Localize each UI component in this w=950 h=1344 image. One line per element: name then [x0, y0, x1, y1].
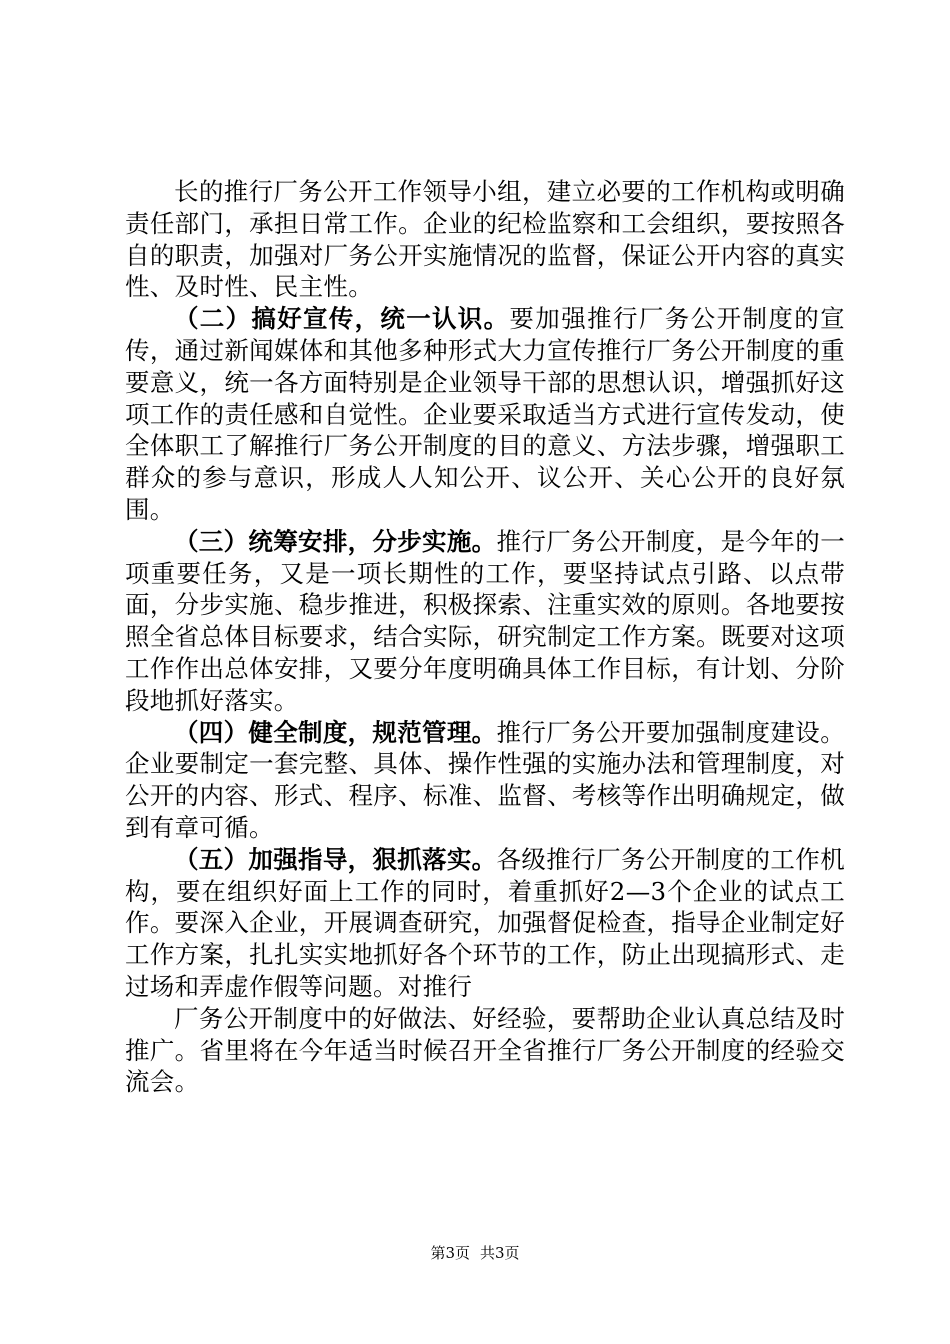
- paragraph-text: 推行厂务公开要加强制度建设。企业要制定一套完整、具体、操作性强的实施办法和管理制度，对公开的内容、形式、程序、标准、监督、考核等作出明确规定，做到有章可循。: [125, 717, 845, 842]
- paragraph-5: [125, 844, 845, 1003]
- page-number-current: 第3页: [430, 1244, 470, 1262]
- paragraph-text: 要加强推行厂务公开制度的宣传，通过新闻媒体和其他多种形式大力宣传推行厂务公开制度的重要意义，统一各方面特别是企业领导干部的思想认识，增强抓好这项工作的责任感和自觉性。企业要采取适当方式进行宣传发动，使全体职工了解推行厂务公开制度的目的意义、方法步骤，增强职工群众的参与意识，形成人人知公开、议公开、关心公开的良好氛围。: [125, 304, 845, 524]
- paragraph-heading: （三）统筹安排，分步实施。: [174, 526, 497, 556]
- paragraph-3: [125, 526, 845, 717]
- page-footer: [0, 1243, 950, 1263]
- paragraph-heading: （五）加强指导，狠抓落实。: [174, 844, 497, 874]
- paragraph-text: 长的推行厂务公开工作领导小组，建立必要的工作机构或明确责任部门，承担日常工作。企业的纪检监察和工会组织，要按照各自的职责，加强对厂务公开实施情况的监督，保证公开内容的真实性、及时性、民主性。: [125, 177, 845, 302]
- paragraph-text: 推行厂务公开制度，是今年的一项重要任务，又是一项长期性的工作，要坚持试点引路、以点带面，分步实施、稳步推进，积极探索、注重实效的原则。各地要按照全省总体目标要求，结合实际，研究制定工作方案。既要对这项工作作出总体安排，又要分年度明确具体工作目标，有计划、分阶段地抓好落实。: [125, 526, 845, 715]
- page-number-total: 共3页: [480, 1244, 520, 1262]
- paragraph-text: 厂务公开制度中的好做法、好经验，要帮助企业认真总结及时推广。省里将在今年适当时候召开全省推行厂务公开制度的经验交流会。: [125, 1003, 845, 1097]
- paragraph-2: [125, 303, 845, 526]
- paragraph-1: [125, 176, 845, 303]
- document-body: [125, 176, 845, 1098]
- paragraph-4: [125, 717, 845, 844]
- paragraph-heading: （四）健全制度，规范管理。: [174, 717, 497, 747]
- paragraph-text: 各级推行厂务公开制度的工作机构，要在组织好面上工作的同时，着重抓好2—3个企业的试点工作。要深入企业，开展调查研究，加强督促检查，指导企业制定好工作方案，扎扎实实地抓好各个环节的工作，防止出现搞形式、走过场和弄虚作假等问题。对推行: [125, 844, 845, 1001]
- paragraph-6: [125, 1003, 845, 1098]
- paragraph-heading: （二）搞好宣传，统一认识。: [174, 304, 510, 334]
